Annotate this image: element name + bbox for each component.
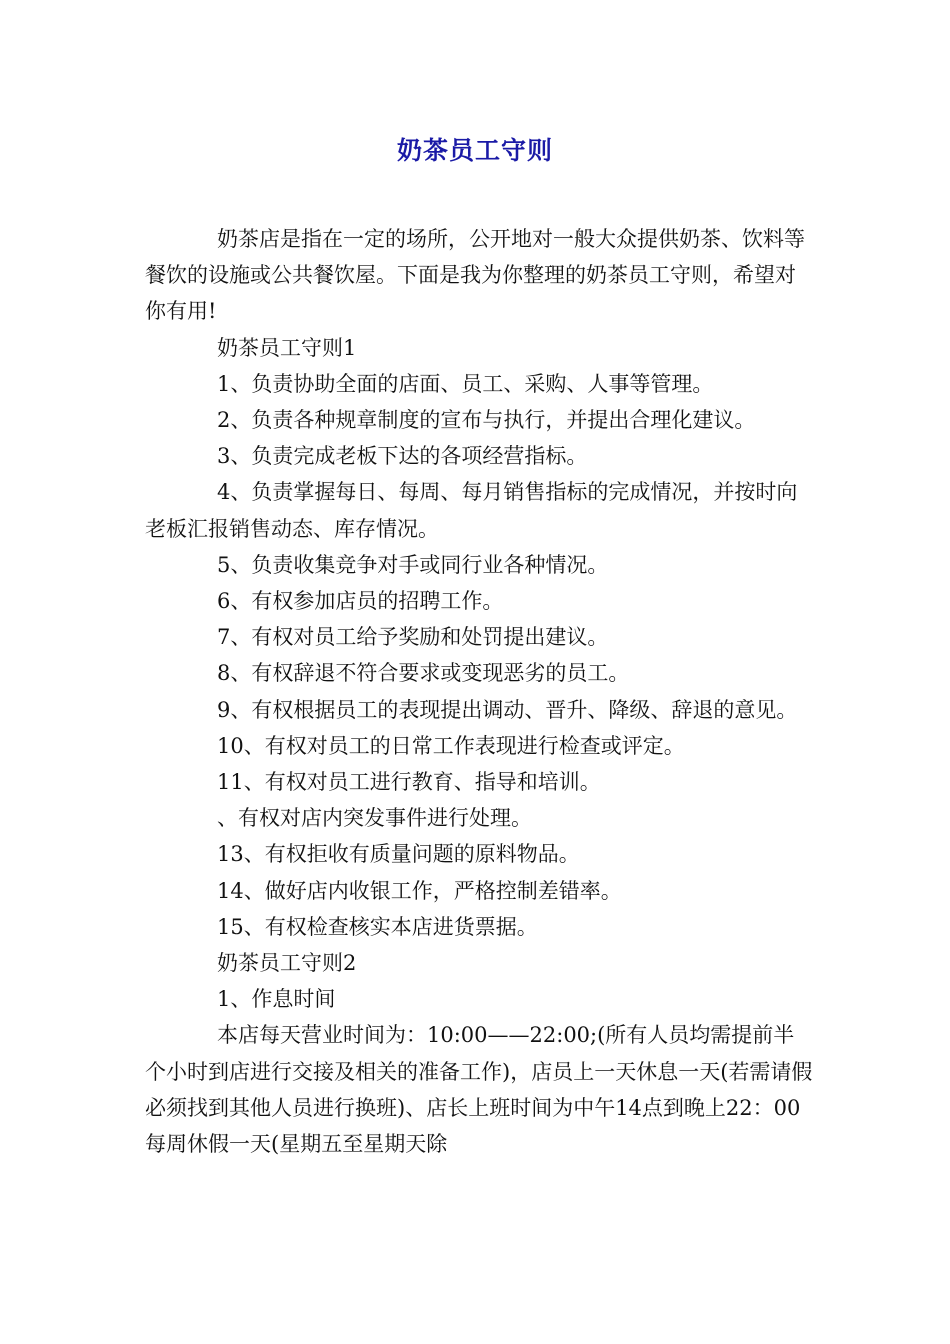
- list-item: 1、负责协助全面的店面、员工、采购、人事等管理。: [217, 371, 714, 396]
- body-paragraph: 本店每天营业时间为：10:00——22:00;(所有人员均需提前半个小时到店进行交接及相关的准备工作)，店员上一天休息一天(若需请假必须找到其他人员进行换班)、店长上班时间为中午14点到晚上22：00每周休假一天(星期五至星期天除: [145, 1023, 813, 1157]
- document-title: 奶茶员工守则: [396, 136, 553, 165]
- list-item: 5、负责收集竞争对手或同行业各种情况。: [217, 552, 609, 577]
- intro-paragraph: 奶茶店是指在一定的场所，公开地对一般大众提供奶茶、饮料等餐饮的设施或公共餐饮屋。下面是我为你整理的奶茶员工守则，希望对你有用!: [145, 227, 805, 324]
- list-item: 9、有权根据员工的表现提出调动、晋升、降级、辞退的意见。: [217, 697, 798, 722]
- section-heading-1: 奶茶员工守则1: [217, 335, 357, 360]
- list-item: 13、有权拒收有质量问题的原料物品。: [217, 842, 580, 867]
- list-item: 10、有权对员工的日常工作表现进行检查或评定。: [217, 733, 685, 758]
- list-item: 8、有权辞退不符合要求或变现恶劣的员工。: [217, 661, 630, 686]
- section-heading-2: 奶茶员工守则2: [217, 951, 357, 976]
- sub-heading: 1、作息时间: [217, 987, 336, 1012]
- list-item: 、有权对店内突发事件进行处理。: [217, 806, 532, 831]
- list-item: 2、负责各种规章制度的宣布与执行，并提出合理化建议。: [217, 408, 756, 433]
- list-item: 14、做好店内收银工作，严格控制差错率。: [217, 878, 622, 903]
- list-item: 15、有权检查核实本店进货票据。: [217, 914, 538, 939]
- list-item: 11、有权对员工进行教育、指导和培训。: [217, 770, 601, 795]
- list-item: 7、有权对员工给予奖励和处罚提出建议。: [217, 625, 609, 650]
- list-item: 4、负责掌握每日、每周、每月销售指标的完成情况，并按时向老板汇报销售动态、库存情况。: [145, 480, 798, 541]
- list-item: 6、有权参加店员的招聘工作。: [217, 589, 504, 614]
- list-item: 3、负责完成老板下达的各项经营指标。: [217, 444, 588, 469]
- document-body: [145, 221, 813, 1162]
